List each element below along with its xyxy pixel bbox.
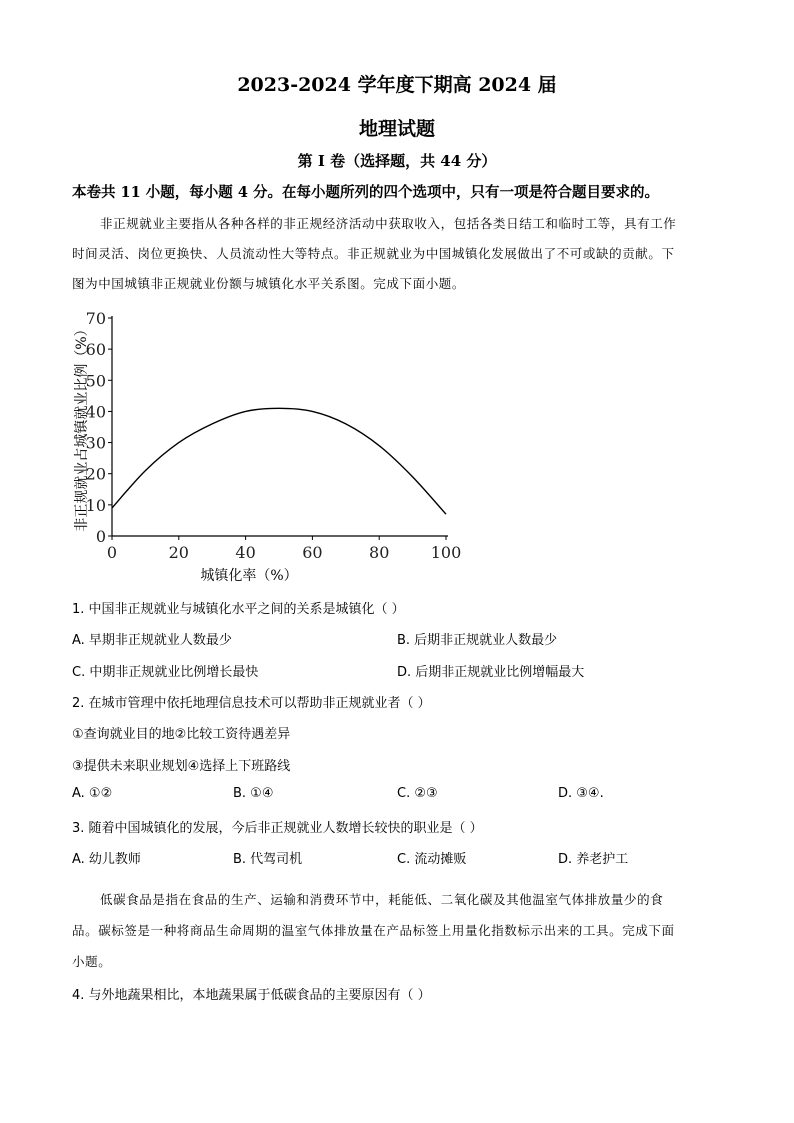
passage1-line-2: 时间灵活、岗位更换快、人员流动性大等特点。非正规就业为中国城镇化发展做出了不可或缺的贡献。下: [72, 246, 675, 261]
y-tick-label: 10: [85, 495, 106, 515]
x-axis-label: 城镇化率（%）: [200, 568, 298, 584]
q3-option-c[interactable]: C. 流动摊贩: [397, 852, 467, 867]
q2-option-b[interactable]: B. ①④: [233, 786, 274, 801]
q3-option-a[interactable]: A. 幼儿教师: [72, 852, 141, 867]
q3-option-d[interactable]: D. 养老护工: [558, 852, 629, 867]
passage2-line-3: 小题。: [72, 954, 112, 969]
chart-ticks: [86, 309, 462, 562]
instruction: 本卷共 11 小题，每小题 4 分。在每小题所列的四个选项中，只有一项是符合题目要求的。: [72, 184, 659, 201]
q2-option-a[interactable]: A. ①②: [72, 786, 113, 801]
x-tick-label: 0: [106, 543, 118, 562]
q3-stem: 3. 随着中国城镇化的发展，今后非正规就业人数增长较快的职业是（ ）: [72, 821, 483, 836]
q1-stem: 1. 中国非正规就业与城镇化水平之间的关系是城镇化（ ）: [72, 602, 405, 617]
q2-items-line-2: ③提供未来职业规划④选择上下班路线: [72, 759, 291, 774]
y-tick-label: 20: [85, 464, 106, 484]
q1-option-a[interactable]: A. 早期非正规就业人数最少: [72, 633, 232, 648]
q1-option-b[interactable]: B. 后期非正规就业人数最少: [397, 633, 558, 648]
y-tick-label: 70: [85, 309, 106, 328]
passage1-line-1: 非正规就业主要指从各种各样的非正规经济活动中获取收入，包括各类日结工和临时工等，具有工作: [100, 216, 677, 231]
passage1-line-3: 图为中国城镇非正规就业份额与城镇化水平关系图。完成下面小题。: [72, 276, 466, 291]
x-tick-label: 100: [430, 543, 462, 562]
y-tick-label: 30: [85, 433, 106, 453]
passage2-line-2: 品。碳标签是一种将商品生命周期的温室气体排放量在产品标签上用量化指数标示出来的工具。完成下面: [72, 923, 675, 938]
y-tick-label: 50: [85, 371, 106, 391]
q1-option-c[interactable]: C. 中期非正规就业比例增长最快: [72, 665, 259, 680]
exam-title: 2023-2024 学年度下期高 2024 届: [237, 74, 557, 96]
q3-option-b[interactable]: B. 代驾司机: [233, 852, 303, 867]
q2-option-d[interactable]: D. ③④.: [558, 786, 604, 801]
x-tick-label: 20: [168, 543, 189, 562]
q4-stem: 4. 与外地蔬果相比，本地蔬果属于低碳食品的主要原因有（ ）: [72, 988, 431, 1003]
chart: [60, 305, 480, 595]
series-line: [112, 408, 446, 514]
x-tick-label: 60: [302, 543, 323, 562]
q2-option-c[interactable]: C. ②③: [397, 786, 438, 801]
section-heading: 第 I 卷（选择题，共 44 分）: [297, 152, 497, 170]
y-axis-label: 非正规就业占城镇就业比例（%）: [74, 322, 90, 532]
subject-title: 地理试题: [358, 118, 435, 140]
q2-items-line-1: ①查询就业目的地②比较工资待遇差异: [72, 727, 291, 742]
y-tick-label: 40: [85, 402, 106, 422]
q1-option-d[interactable]: D. 后期非正规就业比例增幅最大: [397, 665, 585, 680]
x-tick-label: 40: [235, 543, 256, 562]
passage2-line-1: 低碳食品是指在食品的生产、运输和消费环节中，耗能低、二氧化碳及其他温室气体排放量少的食: [100, 892, 664, 907]
x-tick-label: 80: [369, 543, 390, 562]
q2-stem: 2. 在城市管理中依托地理信息技术可以帮助非正规就业者（ ）: [72, 696, 431, 711]
y-tick-label: 60: [85, 340, 106, 360]
chart-axes: [112, 316, 448, 536]
y-tick-label: 0: [95, 527, 106, 546]
